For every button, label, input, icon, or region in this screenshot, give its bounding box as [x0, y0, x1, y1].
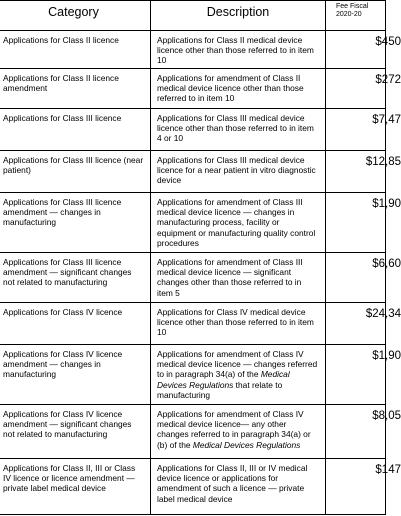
row-fee: $6,60 — [326, 253, 386, 303]
row-category: Applications for Class IV licence — [0, 303, 151, 345]
row-fee: $12,85 — [326, 151, 386, 193]
row-description: Applications for Class III medical device licence for a near patient in vitro diagnostic device — [151, 151, 326, 193]
header-fee — [326, 1, 386, 31]
row-category: Applications for Class II, III or Class IV licence or licence amendment — private label medical device — [0, 459, 151, 515]
row-category: Applications for Class IV licence amendment — changes in manufacturing — [0, 345, 151, 405]
row-fee: $272 — [326, 69, 386, 109]
table-row — [0, 253, 386, 303]
row-description: Applications for Class II, III or IV medical device licence or applications for amendment of such a licence — private label medical device — [151, 459, 326, 515]
table-row — [0, 193, 386, 253]
table-header-row — [0, 1, 386, 31]
row-fee: $147 — [326, 459, 386, 515]
row-category: Applications for Class III licence amendment — significant changes not related to manufacturing — [0, 253, 151, 303]
row-description: Applications for Class IV medical device licence other than those referred to in item 10 — [151, 303, 326, 345]
table-row — [0, 303, 386, 345]
header-description: Description — [151, 1, 326, 31]
row-category: Applications for Class III licence amendment — changes in manufacturing — [0, 193, 151, 253]
row-category: Applications for Class II licence — [0, 31, 151, 69]
row-fee: $8,05 — [326, 405, 386, 459]
row-description: Applications for amendment of Class III medical device licence — changes in manufacturing process, facility or equipment or manufacturing quality control procedures — [151, 193, 326, 253]
row-fee: $1,90 — [326, 193, 386, 253]
table-row — [0, 405, 386, 459]
table-row — [0, 69, 386, 109]
row-category: Applications for Class II licence amendment — [0, 69, 151, 109]
row-fee: $24,34 — [326, 303, 386, 345]
table-row — [0, 345, 386, 405]
table-row — [0, 109, 386, 151]
row-fee: $1,90 — [326, 345, 386, 405]
row-description: Applications for amendment of Class II medical device licence other than those referred to in item 10 — [151, 69, 326, 109]
row-description: Applications for Class II medical device licence other than those referred to in item 10 — [151, 31, 326, 69]
row-description: Applications for amendment of Class IV medical device licence — changes referred to in paragraph 34(a) of the Medical Devices Regulations that relate to manufacturing — [151, 345, 326, 405]
header-category: Category — [0, 1, 151, 31]
row-fee: $450 — [326, 31, 386, 69]
row-category: Applications for Class IV licence amendment — significant changes not related to manufacturing — [0, 405, 151, 459]
header-fee-line2: 2020-20 — [336, 11, 362, 18]
row-category: Applications for Class III licence (near patient) — [0, 151, 151, 193]
row-description: Applications for amendment of Class IV medical device licence— any other changes referred to in paragraph 34(a) or (b) of the Medical Devices Regulations — [151, 405, 326, 459]
row-description: Applications for amendment of Class III medical device licence — significant changes other than those referred to in item 5 — [151, 253, 326, 303]
row-description: Applications for Class III medical device licence other than those referred to in item 4 or 10 — [151, 109, 326, 151]
table-row — [0, 459, 386, 515]
row-fee: $7,47 — [326, 109, 386, 151]
row-category: Applications for Class III licence — [0, 109, 151, 151]
table-row — [0, 151, 386, 193]
table-row — [0, 31, 386, 69]
header-fee-line1: Fee Fiscal — [336, 3, 369, 10]
